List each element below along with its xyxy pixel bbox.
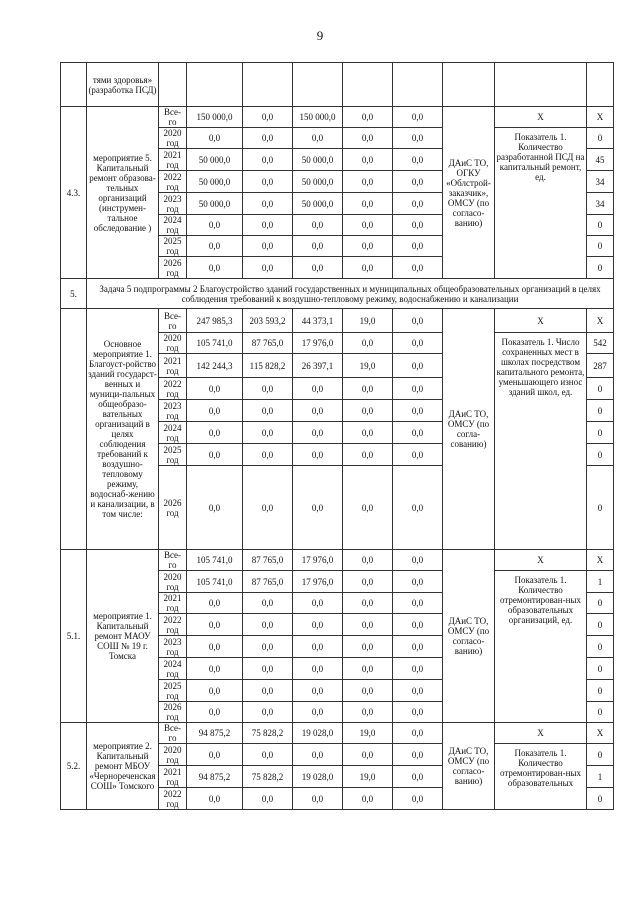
indicator-value: 0 [587,614,614,636]
responsible-cell: ДАиС ТО, ОГКУ «Облстрой-заказчик», ОМСУ (по согласо-ванию) [443,107,495,279]
amount-cell: 0,0 [393,107,443,128]
amount-cell: 0,0 [243,422,293,444]
year-cell: 2020 год [159,571,187,593]
amount-cell: 0,0 [243,593,293,614]
table-row [61,309,614,333]
amount-cell: 0,0 [343,107,393,128]
amount-cell: 87 765,0 [243,333,293,354]
amount-cell: 0,0 [393,422,443,444]
indicator-value: 0 [587,257,614,279]
amount-cell: 0,0 [343,333,393,354]
indicator-value: 0 [587,593,614,614]
indicator-value: 542 [587,333,614,354]
indicator-value: Х [587,309,614,333]
event-name: Основное мероприятие 1. Благоуст-ройство зданий государст-венных и муници-пальных общеобразо-вательных организаций в целях соблюдения требований к воздушно-тепловому режиму, водоснаб-жению и канализации, в том числе: [87,309,159,550]
amount-cell: 0,0 [293,593,343,614]
amount-cell: 0,0 [393,378,443,400]
year-cell: 2022 год [159,788,187,810]
indicator-value: 0 [587,444,614,466]
amount-cell: 50 000,0 [187,193,243,215]
amount-cell: 0,0 [393,400,443,422]
amount-cell: 19,0 [343,354,393,378]
amount-cell: 0,0 [343,149,393,171]
amount-cell: 0,0 [393,723,443,744]
event-name: тями здоровья» (разработка ПСД) [87,63,159,107]
amount-cell: 0,0 [243,444,293,466]
year-cell: 2020 год [159,333,187,354]
year-cell: 2023 год [159,193,187,215]
amount-cell: 247 985,3 [187,309,243,333]
indicator-value: 0 [587,744,614,766]
amount-cell: 0,0 [393,571,443,593]
year-cell: 2024 год [159,658,187,680]
amount-cell: 105 741,0 [187,333,243,354]
amount-cell: 0,0 [187,444,243,466]
amount-cell: 0,0 [393,171,443,193]
year-cell: 2020 год [159,128,187,149]
amount-cell: 0,0 [187,128,243,149]
amount-cell: 19 028,0 [293,723,343,744]
indicator-value: 287 [587,354,614,378]
table-row [61,107,614,128]
amount-cell: 0,0 [293,422,343,444]
year-cell: 2021 год [159,593,187,614]
row-number [61,309,87,550]
program-table [60,62,614,810]
page-number: 9 [316,28,324,43]
amount-cell: 142 244,3 [187,354,243,378]
year-cell: Все-го [159,107,187,128]
year-cell: 2025 год [159,444,187,466]
row-number: 4.3. [61,107,87,279]
amount-cell: 0,0 [393,257,443,279]
amount-cell: 0,0 [243,215,293,236]
indicator-value: 0 [587,400,614,422]
amount-cell: 0,0 [393,593,443,614]
amount-cell: 50 000,0 [187,171,243,193]
amount-cell: 0,0 [343,128,393,149]
indicator-value: 0 [587,215,614,236]
amount-cell: 0,0 [293,658,343,680]
amount-cell: 0,0 [393,466,443,550]
amount-cell: 0,0 [243,680,293,702]
amount-cell: 0,0 [393,193,443,215]
indicator-value: 0 [587,636,614,658]
amount-cell: 105 741,0 [187,571,243,593]
amount-cell: 0,0 [293,378,343,400]
table-cell [343,63,393,107]
amount-cell: 0,0 [293,236,343,257]
amount-cell: 0,0 [243,257,293,279]
year-cell: 2026 год [159,466,187,550]
row-number: 5. [61,279,87,309]
amount-cell: 0,0 [243,128,293,149]
amount-cell: 0,0 [343,400,393,422]
amount-cell: 0,0 [343,593,393,614]
amount-cell: 0,0 [393,680,443,702]
indicator-value: 0 [587,378,614,400]
amount-cell: 0,0 [343,788,393,810]
amount-cell: 0,0 [243,149,293,171]
amount-cell: 0,0 [187,257,243,279]
indicator-cell: Х [495,723,587,744]
amount-cell: 0,0 [293,788,343,810]
amount-cell: 0,0 [293,257,343,279]
year-cell: 2022 год [159,171,187,193]
indicator-value: 0 [587,236,614,257]
indicator-cell: Х [495,550,587,571]
table-row [61,550,614,571]
amount-cell: 0,0 [343,466,393,550]
indicator-cell: Показатель 1. Количество отремонтирован-ных образовательных [495,744,587,810]
table-cell [159,63,187,107]
amount-cell: 0,0 [393,702,443,723]
amount-cell: 0,0 [293,636,343,658]
amount-cell: 50 000,0 [293,149,343,171]
amount-cell: 75 828,2 [243,766,293,788]
amount-cell: 19,0 [343,766,393,788]
amount-cell: 94 875,2 [187,723,243,744]
table-cell [187,63,243,107]
amount-cell: 17 976,0 [293,550,343,571]
event-name: мероприятие 2. Капитальный ремонт МБОУ «Чернореченская СОШ» Томского [87,723,159,810]
amount-cell: 0,0 [187,658,243,680]
amount-cell: 0,0 [243,788,293,810]
amount-cell: 87 765,0 [243,550,293,571]
amount-cell: 0,0 [187,680,243,702]
amount-cell: 94 875,2 [187,766,243,788]
amount-cell: 0,0 [343,744,393,766]
indicator-value: 0 [587,658,614,680]
year-cell: Все-го [159,723,187,744]
amount-cell: 0,0 [393,744,443,766]
amount-cell: 50 000,0 [187,149,243,171]
year-cell: Все-го [159,309,187,333]
amount-cell: 0,0 [343,215,393,236]
amount-cell: 0,0 [243,400,293,422]
amount-cell: 0,0 [393,354,443,378]
amount-cell: 0,0 [393,236,443,257]
amount-cell: 0,0 [343,550,393,571]
amount-cell: 115 828,2 [243,354,293,378]
year-cell: 2024 год [159,422,187,444]
amount-cell: 0,0 [293,466,343,550]
amount-cell: 75 828,2 [243,723,293,744]
amount-cell: 105 741,0 [187,550,243,571]
indicator-value: 34 [587,193,614,215]
indicator-value: 0 [587,466,614,550]
year-cell: 2021 год [159,149,187,171]
amount-cell: 0,0 [293,680,343,702]
amount-cell: 0,0 [187,422,243,444]
responsible-cell: ДАиС ТО, ОМСУ (по согла-сованию) [443,309,495,550]
amount-cell: 0,0 [243,614,293,636]
year-cell: 2023 год [159,400,187,422]
amount-cell: 0,0 [243,171,293,193]
indicator-value: Х [587,723,614,744]
year-cell: 2020 год [159,744,187,766]
amount-cell: 0,0 [343,571,393,593]
table-row [61,723,614,744]
amount-cell: 0,0 [343,378,393,400]
event-name: мероприятие 1. Капитальный ремонт МАОУ СОШ № 19 г. Томска [87,550,159,723]
year-cell: 2025 год [159,236,187,257]
year-cell: 2021 год [159,766,187,788]
amount-cell: 0,0 [293,444,343,466]
year-cell: 2022 год [159,614,187,636]
indicator-value: 0 [587,788,614,810]
amount-cell: 0,0 [343,658,393,680]
amount-cell: 0,0 [343,193,393,215]
amount-cell: 26 397,1 [293,354,343,378]
table-cell [293,63,343,107]
amount-cell: 0,0 [393,550,443,571]
amount-cell: 50 000,0 [293,171,343,193]
amount-cell: 0,0 [393,658,443,680]
year-cell: 2026 год [159,257,187,279]
amount-cell: 0,0 [187,636,243,658]
amount-cell: 0,0 [293,215,343,236]
amount-cell: 0,0 [343,444,393,466]
amount-cell: 19,0 [343,723,393,744]
row-number [61,63,87,107]
indicator-value: 0 [587,422,614,444]
amount-cell: 50 000,0 [293,193,343,215]
indicator-value: 0 [587,702,614,723]
responsible-cell: ДАиС ТО, ОМСУ (по согласо-ванию) [443,723,495,810]
amount-cell: 150 000,0 [293,107,343,128]
indicator-value: Х [587,550,614,571]
amount-cell: 0,0 [187,702,243,723]
event-name: мероприятие 5. Капитальный ремонт образова-тельных организаций (инструмен-тальное обследование ) [87,107,159,279]
table-cell [443,63,495,107]
table-cell [393,63,443,107]
indicator-value: 1 [587,766,614,788]
amount-cell: 0,0 [393,444,443,466]
amount-cell: 0,0 [243,193,293,215]
amount-cell: 0,0 [243,236,293,257]
amount-cell: 0,0 [343,422,393,444]
amount-cell: 0,0 [187,744,243,766]
amount-cell: 0,0 [393,788,443,810]
indicator-cell: Х [495,107,587,128]
amount-cell: 17 976,0 [293,333,343,354]
amount-cell: 0,0 [343,257,393,279]
amount-cell: 0,0 [393,766,443,788]
year-cell: 2023 год [159,636,187,658]
amount-cell: 0,0 [393,309,443,333]
amount-cell: 0,0 [393,215,443,236]
table-cell [495,63,587,107]
amount-cell: 0,0 [243,744,293,766]
table-row [61,279,614,309]
amount-cell: 0,0 [187,215,243,236]
amount-cell: 0,0 [187,400,243,422]
amount-cell: 0,0 [243,702,293,723]
indicator-cell: Показатель 1. Количество отремонтирован-ных образовательных организаций, ед. [495,571,587,723]
amount-cell: 0,0 [343,680,393,702]
amount-cell: 0,0 [293,400,343,422]
amount-cell: 0,0 [393,614,443,636]
amount-cell: 0,0 [343,614,393,636]
year-cell: 2024 год [159,215,187,236]
amount-cell: 44 373,1 [293,309,343,333]
task-title: Задача 5 подпрограммы 2 Благоустройство зданий государственных и муниципальных общеобразовательных организаций в целях соблюдения требований к воздушно-тепловому режиму, водоснабжению и канализации [87,279,614,309]
amount-cell: 0,0 [393,149,443,171]
indicator-value: 34 [587,171,614,193]
indicator-cell: Показатель 1. Количество разработанной ПСД на капитальный ремонт, ед. [495,128,587,279]
amount-cell: 0,0 [187,466,243,550]
table-row [61,63,614,107]
indicator-value: 0 [587,128,614,149]
amount-cell: 0,0 [343,636,393,658]
year-cell: 2021 год [159,354,187,378]
amount-cell: 0,0 [293,128,343,149]
year-cell: 2025 год [159,680,187,702]
amount-cell: 0,0 [187,788,243,810]
row-number: 5.1. [61,550,87,723]
amount-cell: 0,0 [343,236,393,257]
amount-cell: 0,0 [293,614,343,636]
amount-cell: 0,0 [293,744,343,766]
amount-cell: 0,0 [187,614,243,636]
amount-cell: 0,0 [393,636,443,658]
responsible-cell: ДАиС ТО, ОМСУ (по согласо-ванию) [443,550,495,723]
amount-cell: 0,0 [187,593,243,614]
amount-cell: 87 765,0 [243,571,293,593]
indicator-value: Х [587,107,614,128]
year-cell: 2026 год [159,702,187,723]
indicator-cell: Показатель 1. Число сохраненных мест в школах посредством капитального ремонта, уменьшающего износ зданий школ, ед. [495,333,587,550]
amount-cell: 0,0 [243,658,293,680]
indicator-value: 0 [587,680,614,702]
amount-cell: 19,0 [343,309,393,333]
amount-cell: 0,0 [187,236,243,257]
amount-cell: 0,0 [243,466,293,550]
amount-cell: 17 976,0 [293,571,343,593]
amount-cell: 0,0 [393,333,443,354]
amount-cell: 0,0 [343,702,393,723]
table-cell [587,63,614,107]
amount-cell: 0,0 [187,378,243,400]
row-number: 5.2. [61,723,87,810]
amount-cell: 0,0 [343,171,393,193]
amount-cell: 150 000,0 [187,107,243,128]
amount-cell: 0,0 [293,702,343,723]
amount-cell: 0,0 [393,128,443,149]
indicator-value: 45 [587,149,614,171]
table-cell [243,63,293,107]
indicator-value: 1 [587,571,614,593]
amount-cell: 0,0 [243,636,293,658]
year-cell: Все-го [159,550,187,571]
amount-cell: 0,0 [243,378,293,400]
amount-cell: 203 593,2 [243,309,293,333]
indicator-cell: Х [495,309,587,333]
amount-cell: 19 028,0 [293,766,343,788]
year-cell: 2022 год [159,378,187,400]
amount-cell: 0,0 [243,107,293,128]
